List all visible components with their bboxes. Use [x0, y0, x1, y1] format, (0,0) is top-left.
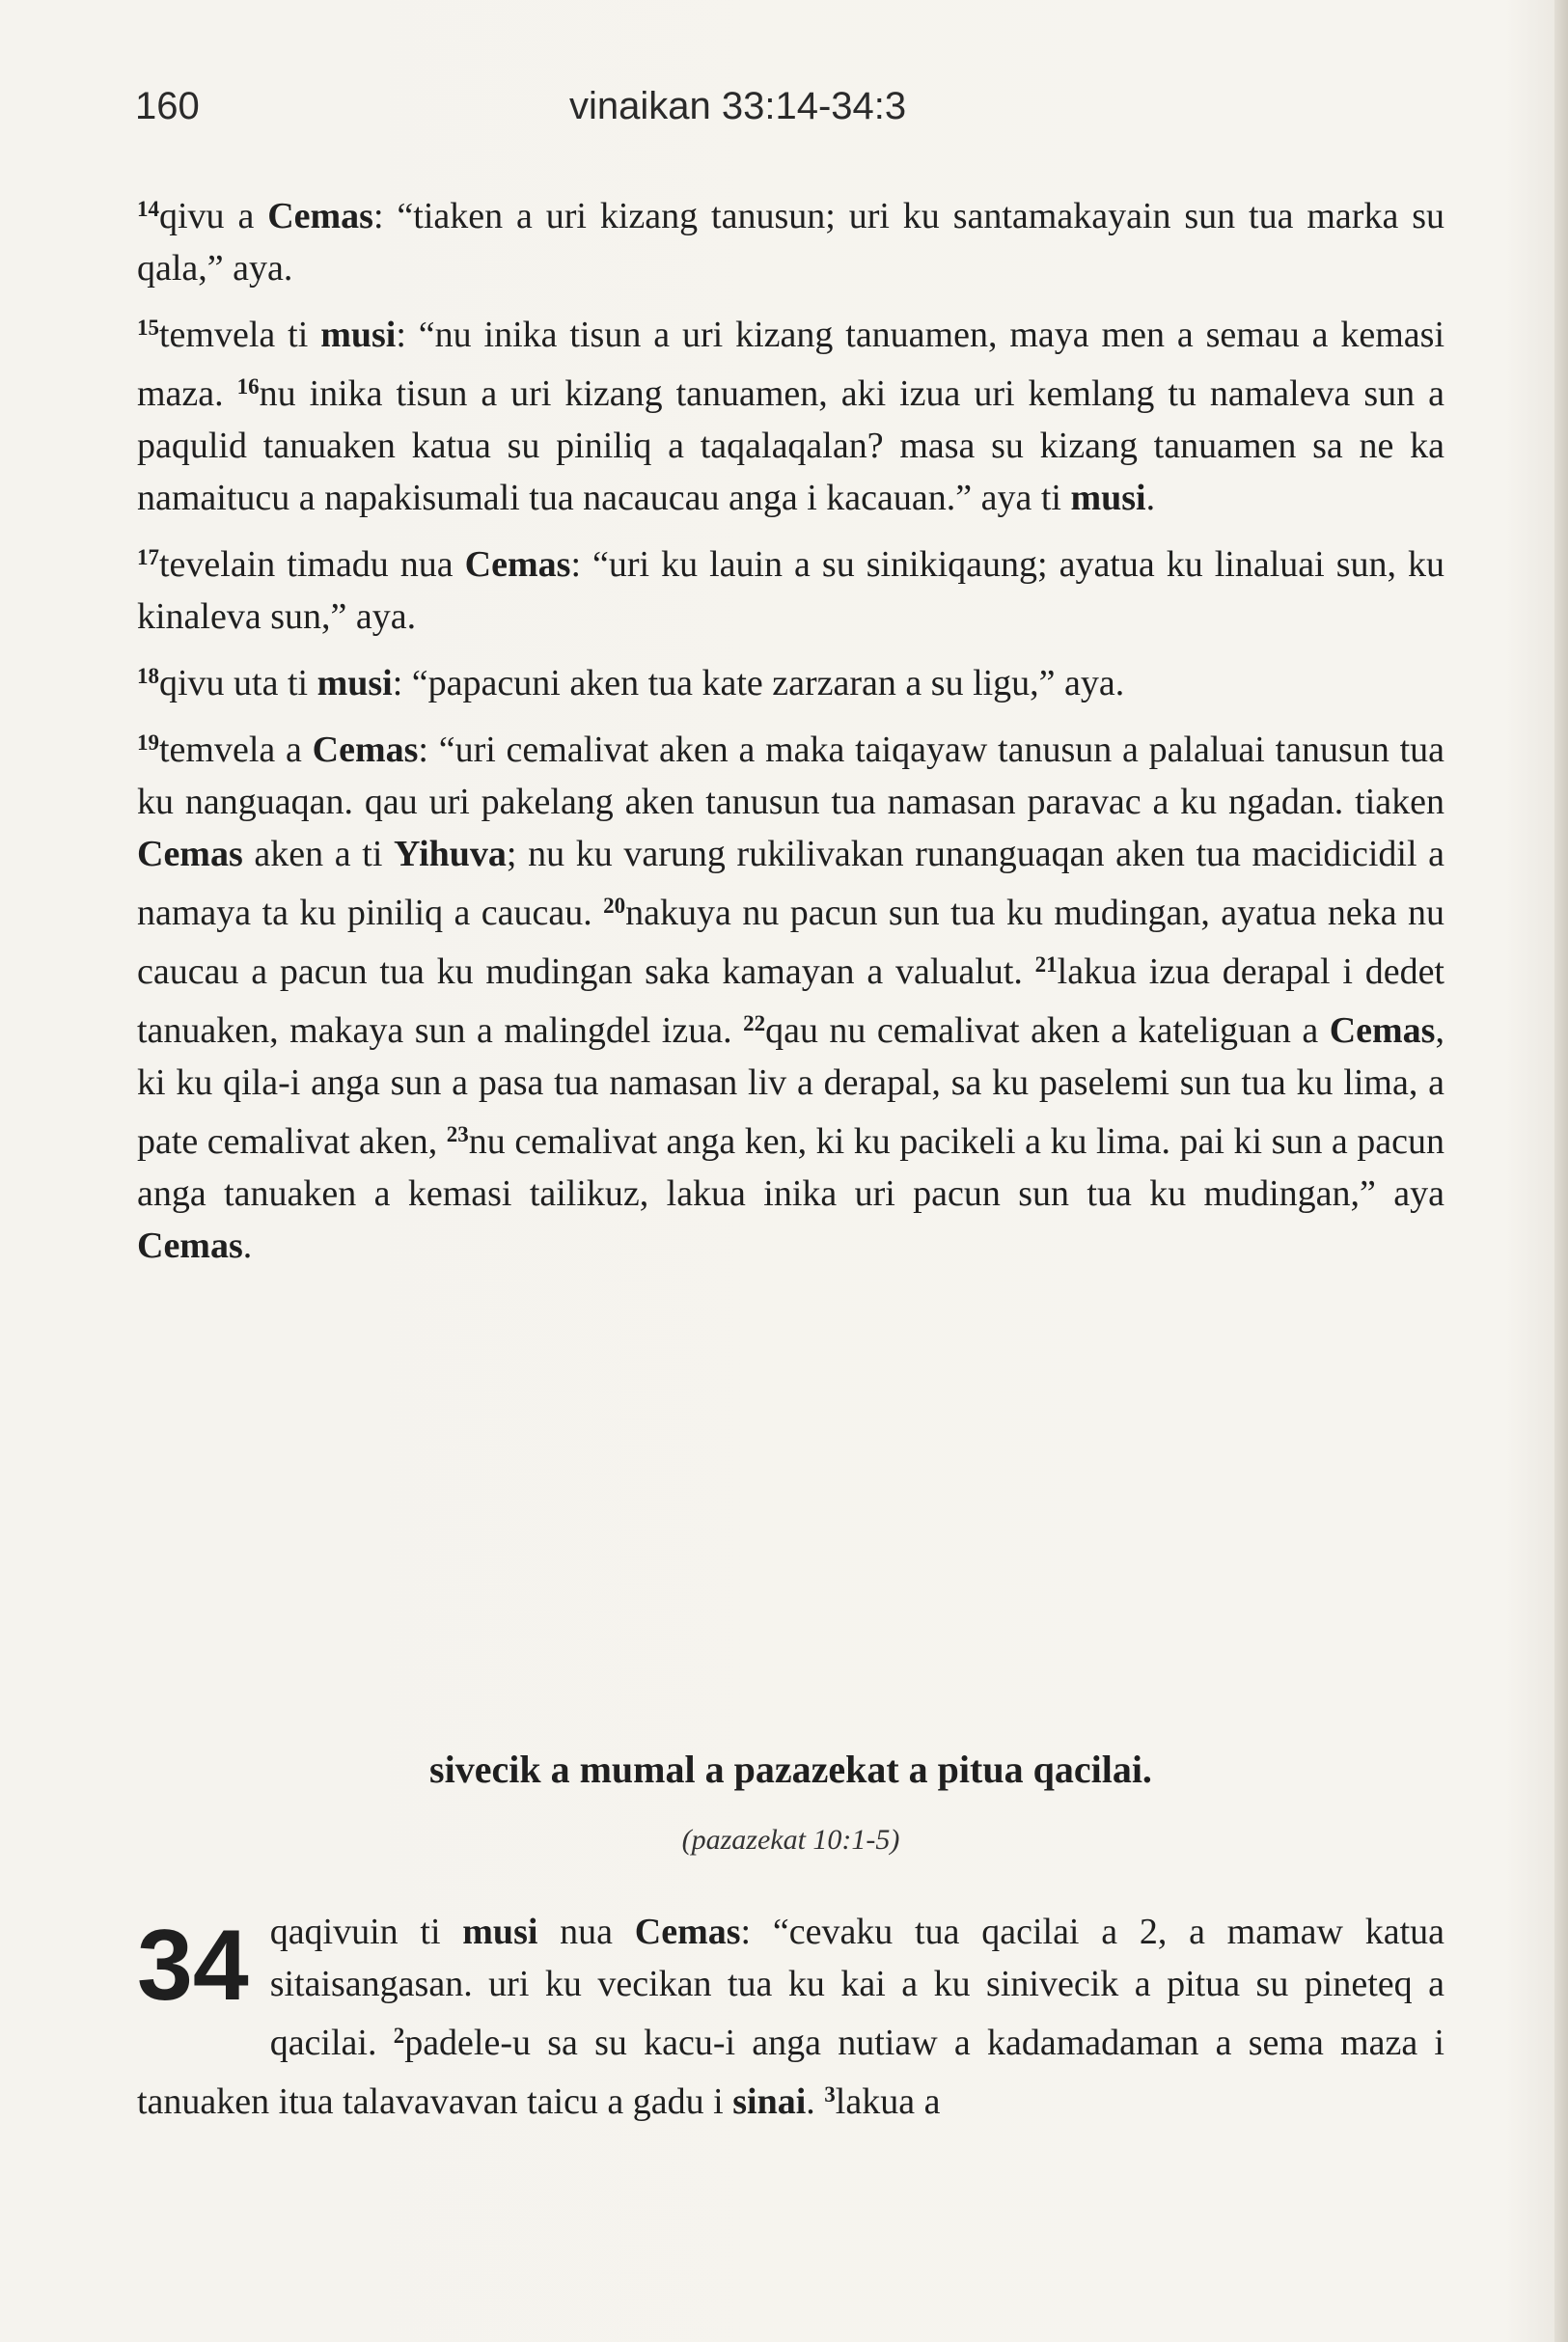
- name-bold: Cemas: [634, 1912, 741, 1952]
- name-bold: musi: [462, 1912, 538, 1952]
- verse-text: lakua izua derapal i dedet tanuaken, makaya sun a malingdel izua.: [137, 951, 1444, 1051]
- verse-number: 15: [137, 316, 159, 340]
- verse-text: temvela a: [159, 730, 313, 770]
- verse-text: nu inika tisun a uri kizang tanuamen, aki izua uri kemlang tu namaleva sun a paqulid tanuaken katua su piniliq a taqalaqalan? masa su kizang tanuamen sa ne ka namaitucu a napakisumali tua nacaucau anga i kacauan.” aya ti: [137, 373, 1444, 518]
- verse-text: nua: [537, 1912, 635, 1952]
- verse-number: 18: [137, 664, 159, 688]
- chapter-34-text: [137, 1906, 1444, 2128]
- name-bold: Cemas: [464, 544, 571, 585]
- verse-text: : “cevaku tua qacilai a 2, a mamaw katua sitaisangasan. uri ku vecikan tua ku kai a ku sinivecik a pitua su pineteq a qacilai.: [269, 1912, 1445, 2063]
- verse-17: [137, 532, 1444, 643]
- running-head: vinaikan 33:14-34:3: [569, 85, 907, 127]
- verse-text: lakua a: [835, 2081, 941, 2122]
- verse-number: 20: [603, 894, 626, 918]
- name-bold: Cemas: [312, 730, 419, 770]
- verse-number: 2: [393, 2024, 405, 2048]
- chapter-number: 34: [137, 1910, 249, 2022]
- verse-text: .: [1145, 478, 1156, 518]
- verse-text: nu cemalivat anga ken, ki ku pacikeli a ku lima. pai ki sun a pacun anga tanuaken a kemasi tailikuz, lakua inika uri pacun sun tua ku mudingan,” aya: [137, 1121, 1445, 1214]
- verse-text: , ki ku qila-i anga sun a pasa tua namasan liv a derapal, sa ku paselemi sun tua ku lima, a pate cemalivat aken,: [137, 1010, 1444, 1162]
- verse-number: 14: [137, 197, 159, 221]
- verse-text: temvela ti: [159, 315, 321, 355]
- verse-text: : “tiaken a uri kizang tanusun; uri ku santamakayain sun tua marka su qala,” aya.: [137, 196, 1444, 289]
- verse-number: 17: [137, 545, 159, 569]
- verse-text: qivu uta ti: [159, 663, 317, 703]
- name-bold: Yihuva: [394, 834, 507, 874]
- verse-text: : “nu inika tisun a uri kizang tanuamen, maya men a semau a kemasi maza.: [137, 315, 1444, 414]
- name-bold: musi: [320, 315, 397, 355]
- verse-text: : “uri ku lauin a su sinikiqaung; ayatua ku linaluai sun, ku kinaleva sun,” aya.: [137, 544, 1444, 637]
- name-bold: Cemas: [137, 1226, 243, 1266]
- section-reference: (pazazekat 10:1-5): [681, 1824, 900, 1856]
- name-bold: Cemas: [267, 196, 373, 236]
- verse-number: 16: [236, 374, 260, 399]
- verse-text: qau nu cemalivat aken a kateliguan a: [765, 1010, 1330, 1051]
- verse-15-16: [137, 302, 1444, 524]
- name-bold: sinai: [732, 2081, 807, 2122]
- page-edge-shadow: [1554, 0, 1568, 2342]
- name-bold: Cemas: [1329, 1010, 1436, 1051]
- chapter-33-text: [137, 183, 1444, 1280]
- verse-text: qivu a: [159, 196, 268, 236]
- page-number: 160: [135, 85, 200, 127]
- verse-number: 23: [446, 1122, 469, 1146]
- verse-text: : “uri cemalivat aken a maka taiqayaw tanusun a palaluai tanusun tua ku nanguaqan. qau uri pakelang aken tanusun tua namasan paravac a ku ngadan. tiaken: [137, 730, 1444, 822]
- verse-text: .: [242, 1226, 253, 1266]
- verse-text: : “papacuni aken tua kate zarzaran a su ligu,” aya.: [392, 663, 1125, 703]
- verse-text: aken a ti: [242, 834, 395, 874]
- name-bold: Cemas: [137, 834, 243, 874]
- verse-text: tevelain timadu nua: [159, 544, 465, 585]
- verse-number: 19: [137, 730, 159, 755]
- verse-number: 22: [743, 1011, 766, 1035]
- verse-text: nakuya nu pacun sun tua ku mudingan, ayatua neka nu caucau a pacun tua ku mudingan saka kamayan a valualut.: [137, 893, 1444, 992]
- verse-14: [137, 183, 1444, 294]
- verse-number: 21: [1034, 952, 1058, 977]
- verse-number: 3: [824, 2082, 836, 2107]
- verse-text: padele-u sa su kacu-i anga nutiaw a kadamadaman a sema maza i tanuaken itua talavavavan taicu a gadu i: [137, 2023, 1444, 2122]
- verse-19-23: [137, 717, 1444, 1272]
- section-heading: sivecik a mumal a pazazekat a pitua qacilai.: [429, 1748, 1152, 1791]
- verse-text: ; nu ku varung rukilivakan runanguaqan aken tua macidicidil a namaya ta ku piniliq a caucau.: [137, 834, 1445, 933]
- name-bold: musi: [1070, 478, 1146, 518]
- verse-18: [137, 650, 1444, 709]
- verse-text: qaqivuin ti: [269, 1912, 463, 1952]
- verse-text: .: [806, 2081, 825, 2122]
- name-bold: musi: [316, 663, 393, 703]
